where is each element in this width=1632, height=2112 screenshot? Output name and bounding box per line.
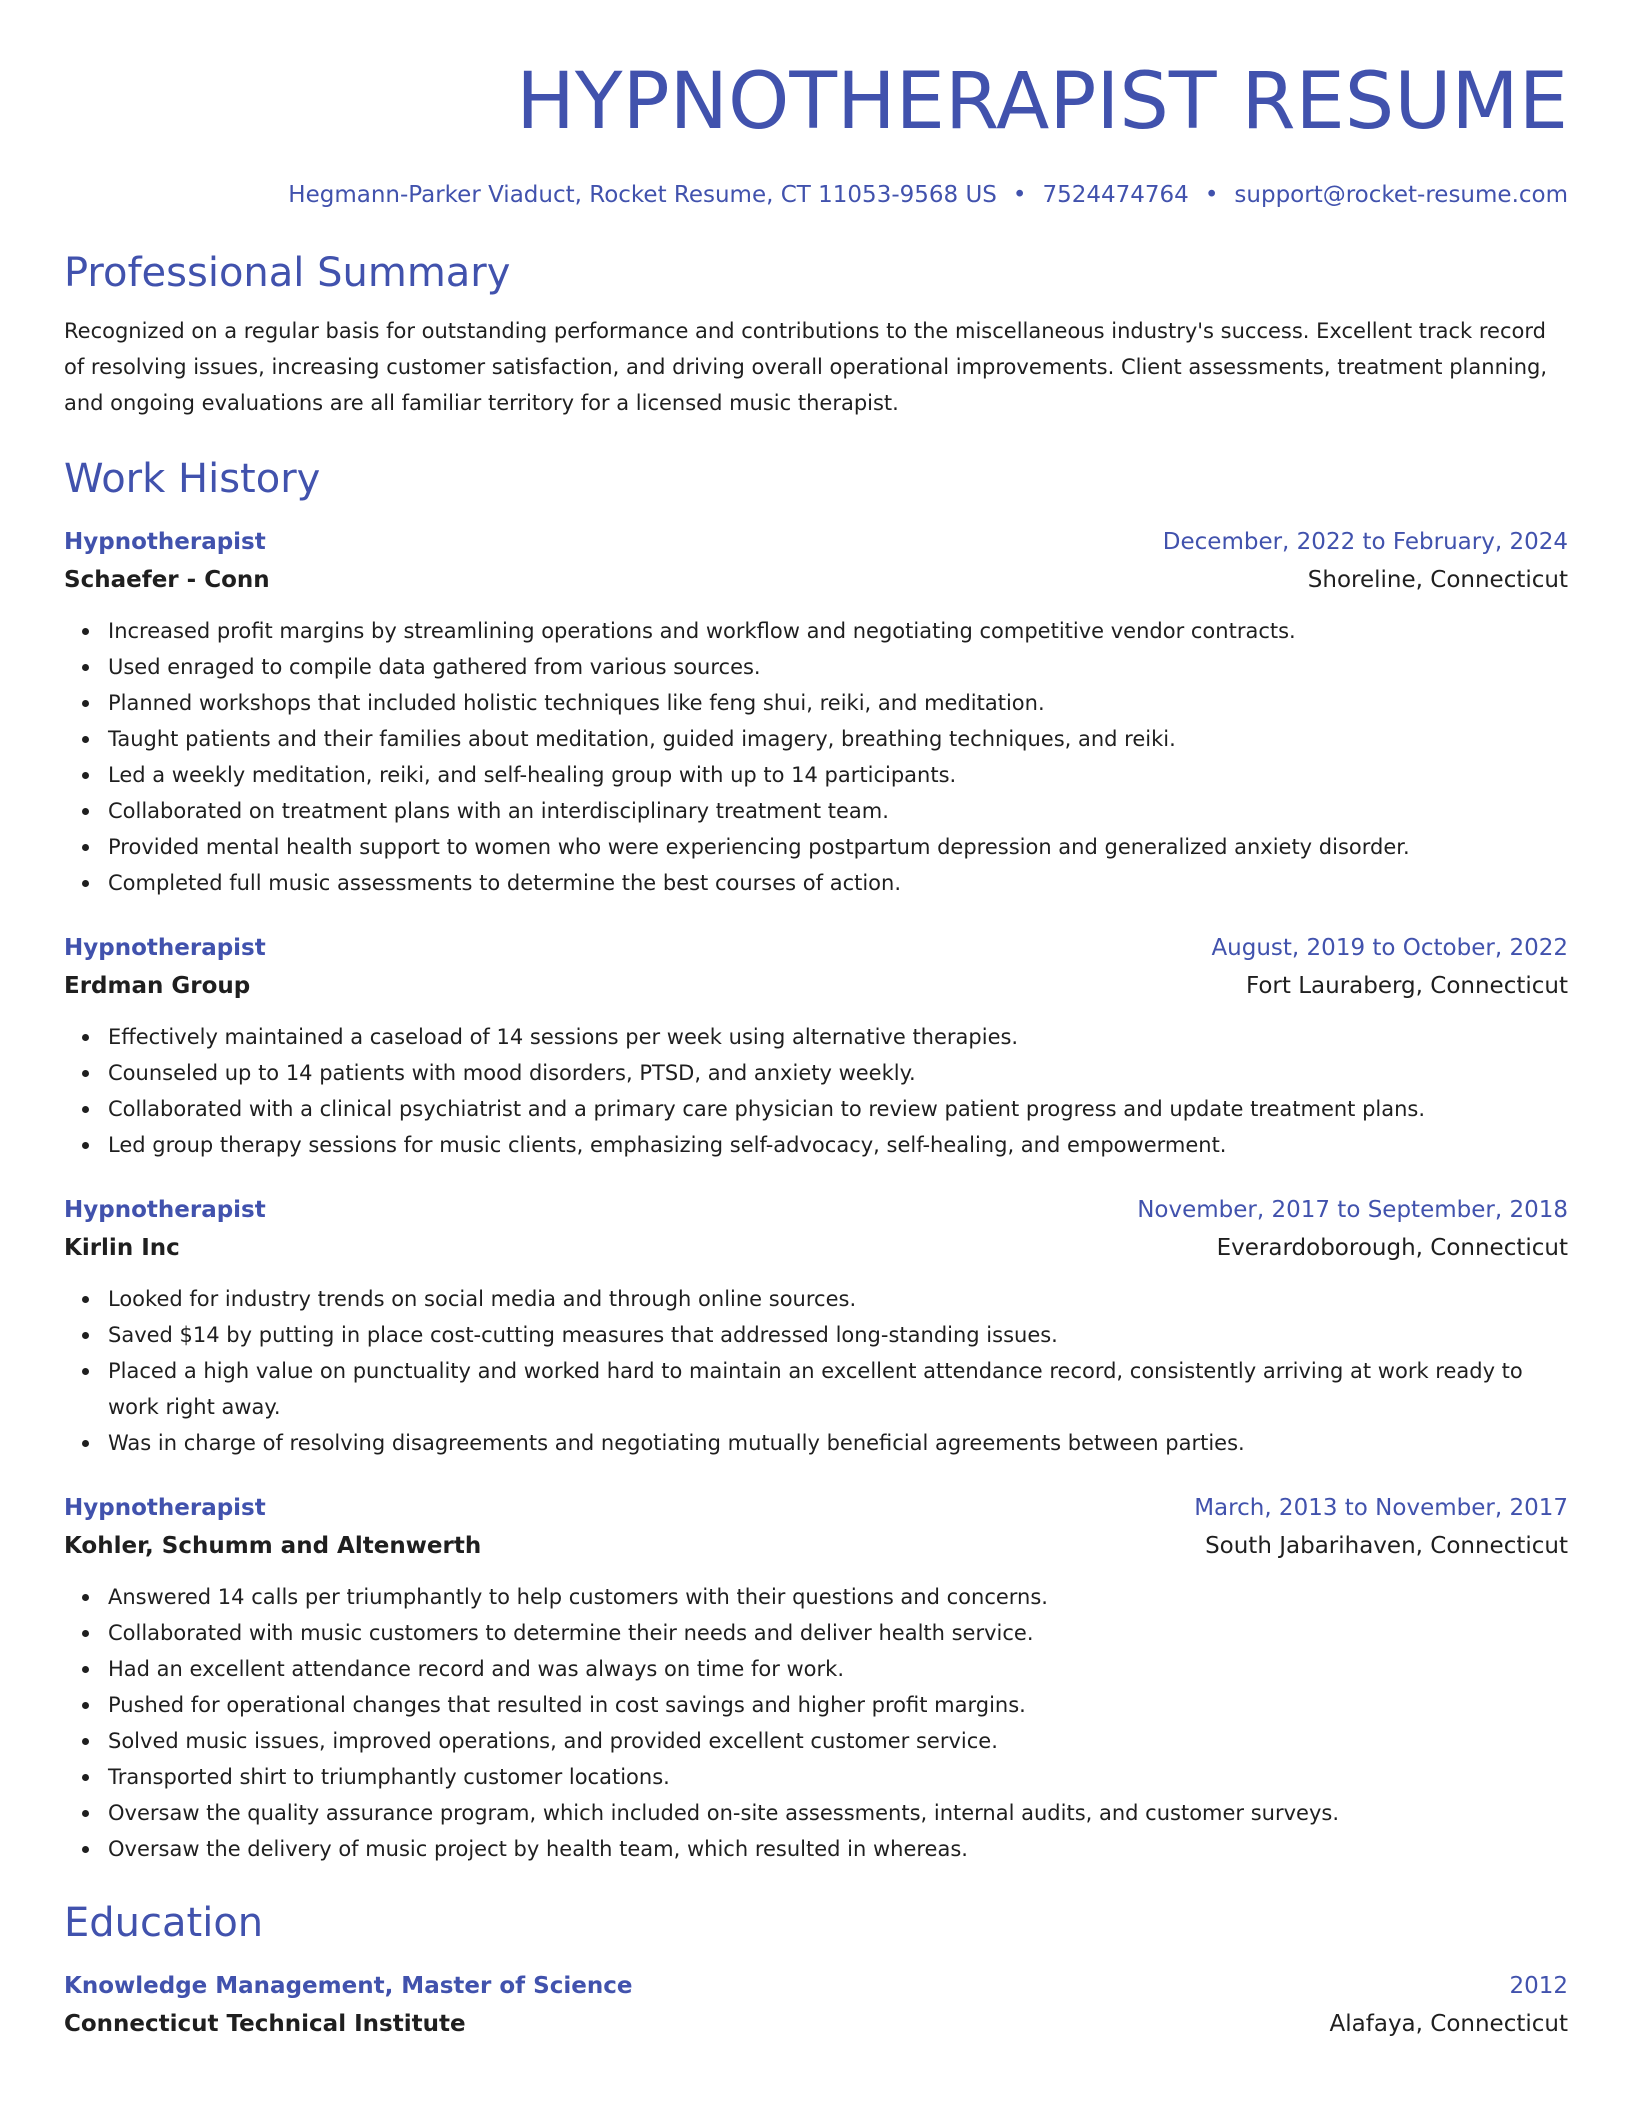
job-company: Kirlin Inc [64, 1235, 180, 1261]
job-bullet: Provided mental health support to women who were experiencing postpartum depression and generalized anxiety disorder. [108, 829, 1568, 865]
job-bullets [64, 613, 1568, 901]
job-bullet: Answered 14 calls per triumphantly to help customers with their questions and concerns. [108, 1579, 1568, 1615]
job-bullets [64, 1281, 1568, 1461]
job-company: Kohler, Schumm and Altenwerth [64, 1533, 482, 1559]
job-bullet: Transported shirt to triumphantly customer locations. [108, 1759, 1568, 1795]
job-bullet: Pushed for operational changes that resulted in cost savings and higher profit margins. [108, 1687, 1568, 1723]
job-bullet: Planned workshops that included holistic techniques like feng shui, reiki, and meditation. [108, 685, 1568, 721]
job-bullet: Had an excellent attendance record and was always on time for work. [108, 1651, 1568, 1687]
education-location: Alafaya, Connecticut [1329, 2011, 1568, 2037]
resume-title: HYPNOTHERAPIST RESUME [516, 57, 1568, 147]
summary-heading: Professional Summary [64, 250, 511, 296]
contact-email: support@rocket-resume.com [1234, 182, 1568, 208]
job-entry [64, 523, 1568, 901]
education-degree: Knowledge Management, Master of Science [64, 1973, 633, 1999]
job-bullet: Saved $14 by putting in place cost-cutting measures that addressed long-standing issues. [108, 1317, 1568, 1353]
job-title: Hypnotherapist [64, 1495, 266, 1521]
job-bullet: Led group therapy sessions for music clients, emphasizing self-advocacy, self-healing, and empowerment. [108, 1127, 1568, 1163]
job-bullet: Effectively maintained a caseload of 14 sessions per week using alternative therapies. [108, 1019, 1568, 1055]
education-entry [64, 1967, 1568, 2043]
job-title: Hypnotherapist [64, 529, 266, 555]
job-entry [64, 929, 1568, 1163]
job-dates: March, 2013 to November, 2017 [1194, 1495, 1568, 1521]
job-dates: November, 2017 to September, 2018 [1137, 1197, 1568, 1223]
job-bullets [64, 1019, 1568, 1163]
job-location: South Jabarihaven, Connecticut [1205, 1533, 1568, 1559]
contact-address: Hegmann-Parker Viaduct, Rocket Resume, CT 11053-9568 US [288, 182, 997, 208]
job-location: Everardoborough, Connecticut [1216, 1235, 1568, 1261]
job-company: Schaefer - Conn [64, 567, 270, 593]
education-heading: Education [64, 1900, 264, 1946]
job-bullet: Counseled up to 14 patients with mood disorders, PTSD, and anxiety weekly. [108, 1055, 1568, 1091]
job-bullet: Oversaw the quality assurance program, which included on-site assessments, internal audits, and customer surveys. [108, 1795, 1568, 1831]
contact-separator: • [1204, 182, 1219, 208]
contact-line [64, 178, 1568, 212]
job-entry [64, 1191, 1568, 1461]
job-bullet: Oversaw the delivery of music project by health team, which resulted in whereas. [108, 1831, 1568, 1867]
job-bullet: Looked for industry trends on social media and through online sources. [108, 1281, 1568, 1317]
work-history-heading: Work History [64, 456, 321, 502]
job-bullet: Increased profit margins by streamlining operations and workflow and negotiating competitive vendor contracts. [108, 613, 1568, 649]
job-location: Shoreline, Connecticut [1307, 567, 1568, 593]
job-dates: August, 2019 to October, 2022 [1211, 935, 1568, 961]
education-school: Connecticut Technical Institute [64, 2011, 466, 2037]
job-title: Hypnotherapist [64, 935, 266, 961]
job-bullet: Collaborated with music customers to determine their needs and deliver health service. [108, 1615, 1568, 1651]
job-location: Fort Lauraberg, Connecticut [1245, 973, 1568, 999]
job-title: Hypnotherapist [64, 1197, 266, 1223]
job-bullet: Led a weekly meditation, reiki, and self-healing group with up to 14 participants. [108, 757, 1568, 793]
job-bullets [64, 1579, 1568, 1867]
job-bullet: Completed full music assessments to determine the best courses of action. [108, 865, 1568, 901]
job-bullet: Taught patients and their families about meditation, guided imagery, breathing techniques, and reiki. [108, 721, 1568, 757]
job-bullet: Placed a high value on punctuality and worked hard to maintain an excellent attendance record, consistently arriving at work ready to work right away. [108, 1353, 1568, 1425]
contact-separator: • [1012, 182, 1027, 208]
job-bullet: Collaborated on treatment plans with an interdisciplinary treatment team. [108, 793, 1568, 829]
summary-text: Recognized on a regular basis for outstanding performance and contributions to the miscellaneous industry's success. Excellent track record of resolving issues, increasing customer satisfaction, and driving overall operational improvements. Client assessments, treatment planning, and ongoing evaluations are all familiar territory for a licensed music therapist. [64, 319, 1548, 415]
education-year: 2012 [1509, 1973, 1568, 1999]
job-dates: December, 2022 to February, 2024 [1162, 529, 1568, 555]
contact-phone: 7524474764 [1042, 182, 1189, 208]
job-bullet: Solved music issues, improved operations, and provided excellent customer service. [108, 1723, 1568, 1759]
job-bullet: Collaborated with a clinical psychiatrist and a primary care physician to review patient progress and update treatment plans. [108, 1091, 1568, 1127]
job-bullet: Used enraged to compile data gathered from various sources. [108, 649, 1568, 685]
job-entry [64, 1489, 1568, 1867]
job-bullet: Was in charge of resolving disagreements and negotiating mutually beneficial agreements between parties. [108, 1425, 1568, 1461]
job-company: Erdman Group [64, 973, 251, 999]
